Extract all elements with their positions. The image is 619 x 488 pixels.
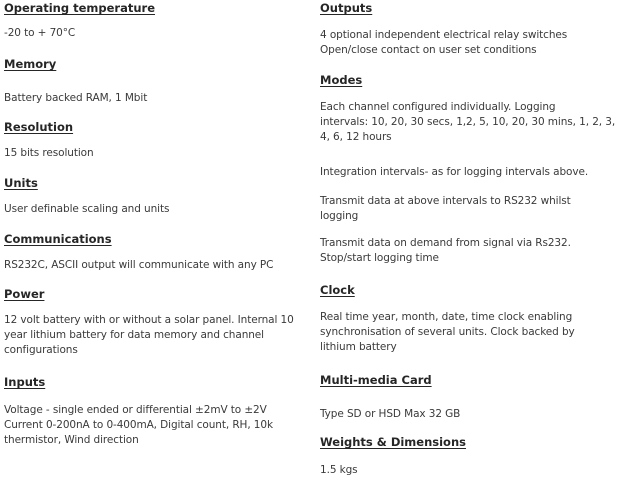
multimedia-card-heading: Multi-media Card xyxy=(320,373,432,387)
inputs-text: Voltage - single ended or differential ±2mV to ±2V Current 0-200nA to 0-400mA, Digital count, RH, 10k thermistor, Wind direction xyxy=(4,404,273,446)
weights-dimensions-text: 1.5 kgs xyxy=(320,464,358,476)
resolution-text: 15 bits resolution xyxy=(4,147,94,159)
communications-text: RS232C, ASCII output will communicate with any PC xyxy=(4,259,274,271)
power-heading: Power xyxy=(4,287,45,301)
power-text: 12 volt battery with or without a solar panel. Internal 10 year lithium battery for data memory and channel configurations xyxy=(4,314,294,356)
modes-paragraph-4: Transmit data on demand from signal via Rs232. Stop/start logging time xyxy=(320,237,571,264)
communications-heading: Communications xyxy=(4,232,112,246)
modes-heading: Modes xyxy=(320,73,363,87)
modes-paragraph-1: Each channel configured individually. Logging intervals: 10, 20, 30 secs, 1,2, 5, 10, 20, 30 mins, 1, 2, 3, 4, 6, 12 hours xyxy=(320,101,616,143)
inputs-heading: Inputs xyxy=(4,375,46,389)
clock-text: Real time year, month, date, time clock enabling synchronisation of several units. Clock backed by lithium battery xyxy=(320,311,575,353)
outputs-text: 4 optional independent electrical relay switches Open/close contact on user set conditions xyxy=(320,29,568,56)
units-heading: Units xyxy=(4,176,38,190)
weights-dimensions-heading: Weights & Dimensions xyxy=(320,435,466,449)
multimedia-card-text: Type SD or HSD Max 32 GB xyxy=(320,408,461,420)
modes-paragraph-3: Transmit data at above intervals to RS232 whilst logging xyxy=(320,195,571,222)
units-text: User definable scaling and units xyxy=(4,203,170,215)
operating-temperature-heading: Operating temperature xyxy=(4,1,155,15)
operating-temperature-text: -20 to + 70°C xyxy=(4,27,76,39)
outputs-heading: Outputs xyxy=(320,1,373,15)
memory-heading: Memory xyxy=(4,57,57,71)
resolution-heading: Resolution xyxy=(4,120,74,134)
modes-paragraph-2: Integration intervals- as for logging intervals above. xyxy=(320,166,589,178)
memory-text: Battery backed RAM, 1 Mbit xyxy=(4,92,148,104)
clock-heading: Clock xyxy=(320,283,355,297)
